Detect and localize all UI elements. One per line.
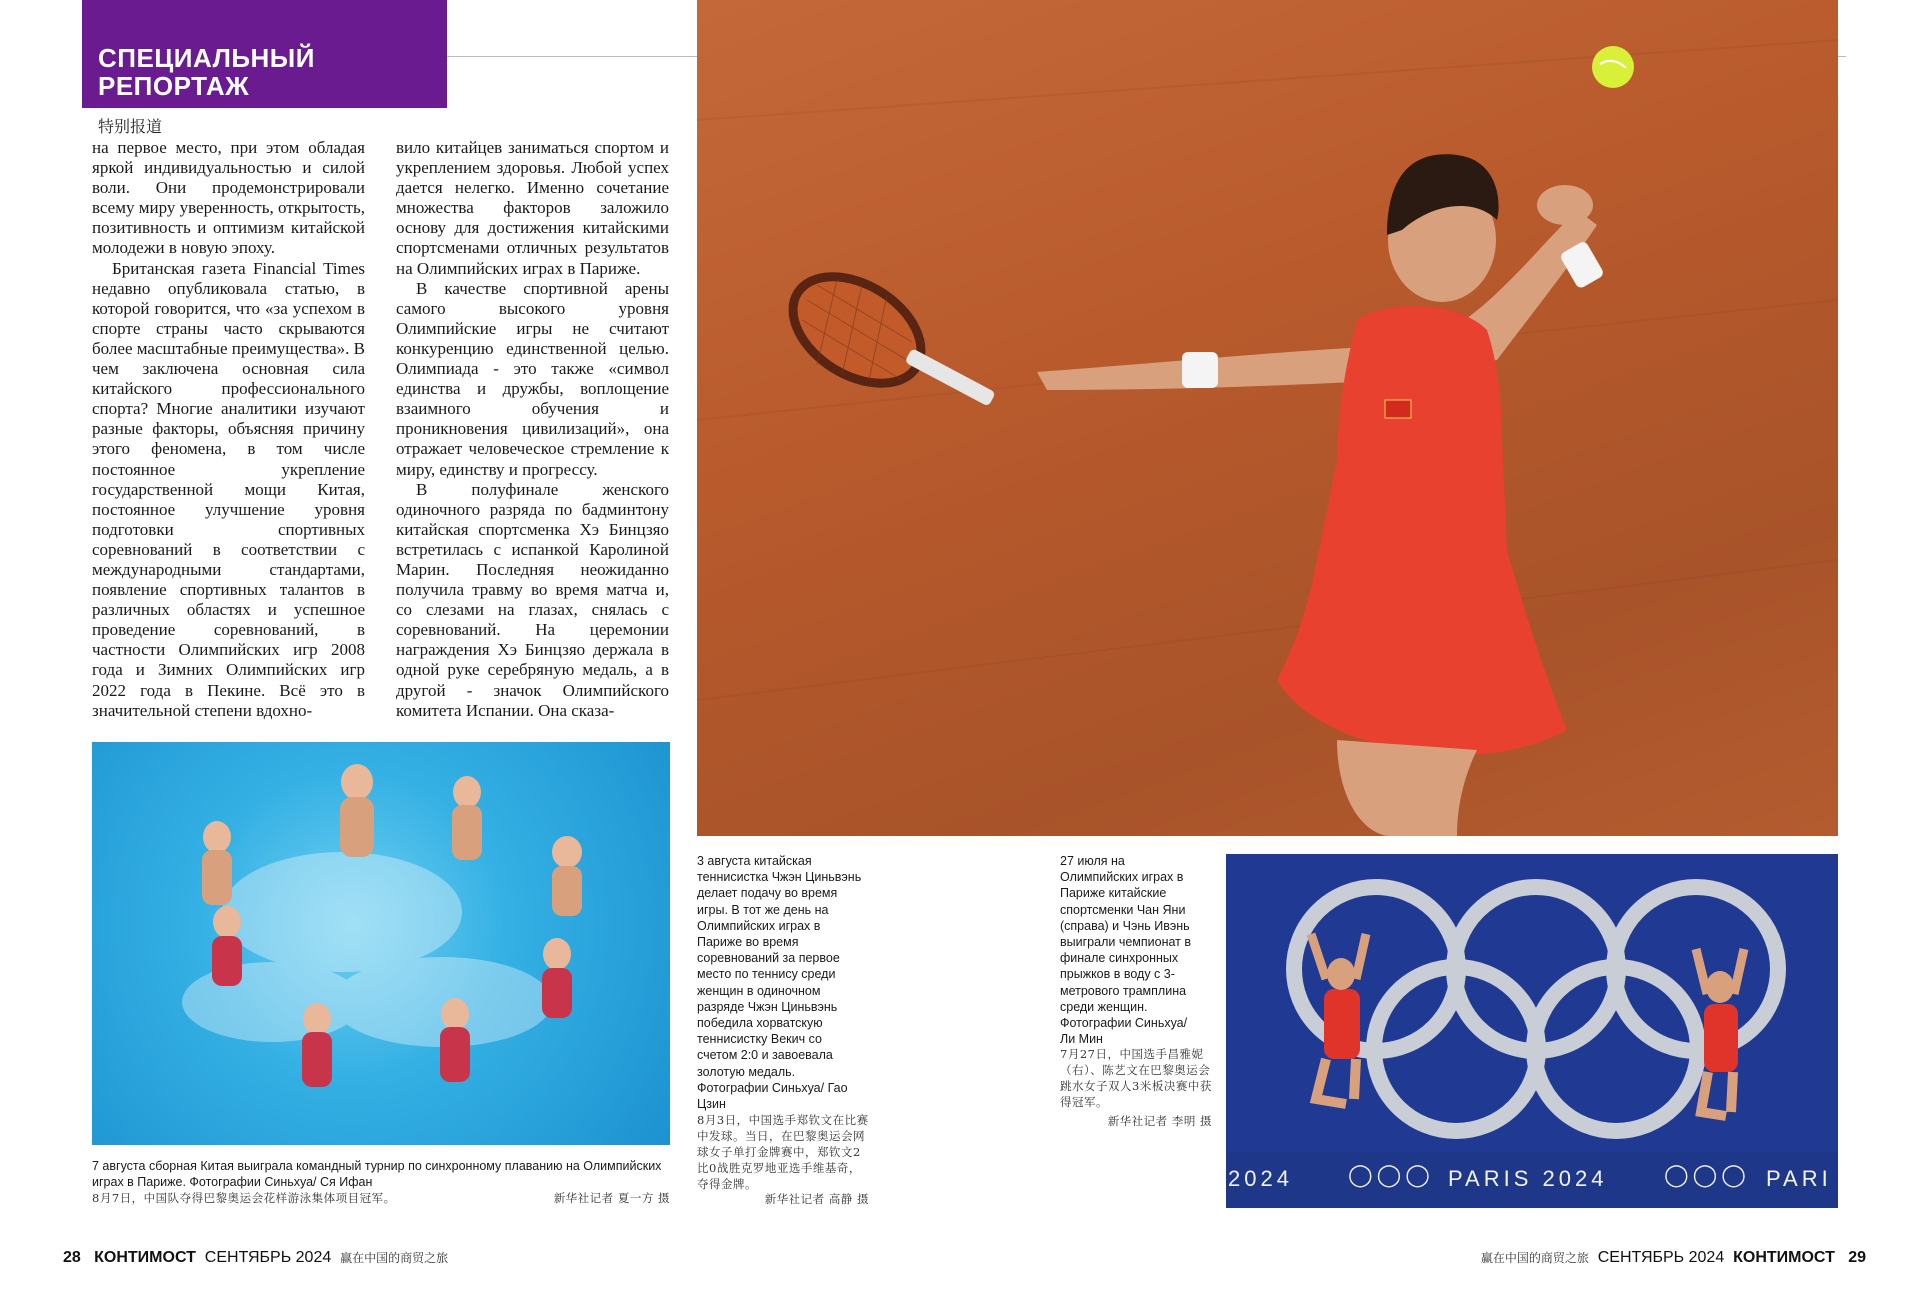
article-column-2: [396, 138, 669, 720]
swimmers-illustration: [92, 742, 670, 1145]
photo-credit: 新华社记者 夏一方 摄: [553, 1191, 670, 1205]
diving-illustration: [1226, 854, 1838, 1208]
tennis-player-illustration: [697, 0, 1838, 836]
paragraph: вило китайцев заниматься спортом и укреплением здоровья. Любой успех дается нелегко. Именно сочетание множества факторов заложило основу для достижения китайскими спортсменами отличных результатов на Олимпийских играх в Париже.: [396, 138, 669, 278]
tennis-caption: 3 августа китайская теннисистка Чжэн Циньвэнь делает подачу во время игры. В тот же день на Олимпийских играх в Париже во время соревнований за первое место по теннису среди женщин в одиночном разряде Чжэн Циньвэнь победила хорватскую теннисистку Векич со счетом 2:0 и завоевала золотую медаль. Фотографии Синьхуа/ Гао Цзин: [697, 854, 862, 1112]
tennis-photo: [697, 0, 1838, 836]
section-banner: [82, 0, 447, 108]
arm: [1037, 210, 1597, 390]
tagline-cn: 赢在中国的商贸之旅: [340, 1251, 449, 1265]
racket-icon: [774, 255, 996, 407]
issue-date: СЕНТЯБРЬ 2024: [204, 1249, 332, 1266]
olympic-rings-small-icon: ◯◯◯: [1664, 1162, 1750, 1187]
tagline-cn: 赢在中国的商贸之旅: [1480, 1251, 1589, 1265]
paragraph: В качестве спортивной арены самого высокого уровня Олимпийские игры не считают конкуренцию единственной целью. Олимпиада - это также «символ единства и дружбы, воплощение взаимного обучения и проникновения цивилизаций», она отражает человеческое стремление к миру, единству и прогрессу.: [396, 278, 669, 479]
footer-left: [63, 1249, 448, 1267]
issue-date: СЕНТЯБРЬ 2024: [1597, 1249, 1725, 1266]
section-title: СПЕЦИАЛЬНЫЙ РЕПОРТАЖ: [98, 43, 315, 101]
photo-credit: 新华社记者 李明 摄: [1107, 1114, 1212, 1128]
paris-2024-banner: 2024 ◯◯◯ PARIS 2024 ◯◯◯ PARI: [1228, 1162, 1832, 1191]
magazine-brand: КОНТИМОСТ: [94, 1249, 196, 1266]
article-column-1: [92, 138, 365, 720]
top-rule: [447, 56, 697, 57]
top-rule-right: [1838, 56, 1846, 57]
tennis-ball-icon: [1592, 46, 1634, 88]
swim-caption-cn: 8月7日，中国队夺得巴黎奥运会花样游泳集体项目冠军。 新华社记者 夏一方 摄: [92, 1191, 670, 1205]
paragraph: Британская газета Financial Times недавно опубликовала статью, в которой говорится, что «за успехом в спорте страны часто скрываются более масштабные преимущества». В чем заключена основная сила китайского профессионального спорта? Многие аналитики изучают разные факторы, объясняя причину этого феномена, в том числе постоянное укрепление государственной мощи Китая, постоянное улучшение уровня подготовки спортивных соревнований в соответствии с международными стандартами, появление спортивных талантов в различных областях и успешное проведение соревнований, в частности Олимпийских игр 2008 года и Зимних Олимпийских игр 2022 года в Пекине. Всё это в значительной степени вдохно-: [92, 258, 365, 720]
page-number: 28: [63, 1249, 81, 1266]
paragraph: на первое место, при этом обладая яркой индивидуальностью и силой воли. Они продемонстрировали всему миру уверенность, открытость, позитивность и оптимизм китайской молодежи в новую эпоху.: [92, 138, 365, 258]
diving-photo: [1226, 854, 1838, 1208]
tennis-caption-cn: 8月3日，中国选手郑钦文在比赛中发球。当日，在巴黎奥运会网球女子单打金牌赛中，郑钦文2比0战胜克罗地亚选手维基奇，夺得金牌。: [697, 1113, 869, 1191]
synchronized-swimming-photo: [92, 742, 670, 1145]
footer-right: [1481, 1249, 1866, 1267]
page-number: 29: [1848, 1249, 1866, 1266]
section-subtitle-cn: 特别报道: [98, 117, 163, 136]
swim-caption: 7 августа сборная Китая выиграла командный турнир по синхронному плаванию на Олимпийских играх в Париже. Фотографии Синьхуа/ Ся Ифан: [92, 1159, 662, 1190]
dive-caption: 27 июля на Олимпийских играх в Париже китайские спортсменки Чан Яни (справа) и Чэнь Ивэнь выиграли чемпионат в финале синхронных прыжков в воду с 3-метрового трамплина среди женщин. Фотографии Синьхуа/ Ли Мин: [1060, 854, 1191, 1047]
paragraph: В полуфинале женского одиночного разряда по бадминтону китайская спортсменка Хэ Бинцзяо встретилась с испанкой Каролиной Марин. Последняя неожиданно получила травму во время матча и, со слезами на глазах, снялась с соревнований. На церемонии награждения Хэ Бинцзяо держала в одной руке серебряную медаль, а в другой - значок Олимпийского комитета Испании. Она сказа-: [396, 479, 669, 720]
olympic-rings-small-icon: ◯◯◯: [1348, 1162, 1434, 1187]
dive-caption-cn: 7月27日，中国选手昌雅妮（右）、陈艺文在巴黎奥运会跳水女子双人3米板决赛中获得冠军。: [1060, 1047, 1212, 1109]
photo-credit: 新华社记者 高静 摄: [764, 1192, 869, 1206]
magazine-brand: КОНТИМОСТ: [1733, 1249, 1835, 1266]
